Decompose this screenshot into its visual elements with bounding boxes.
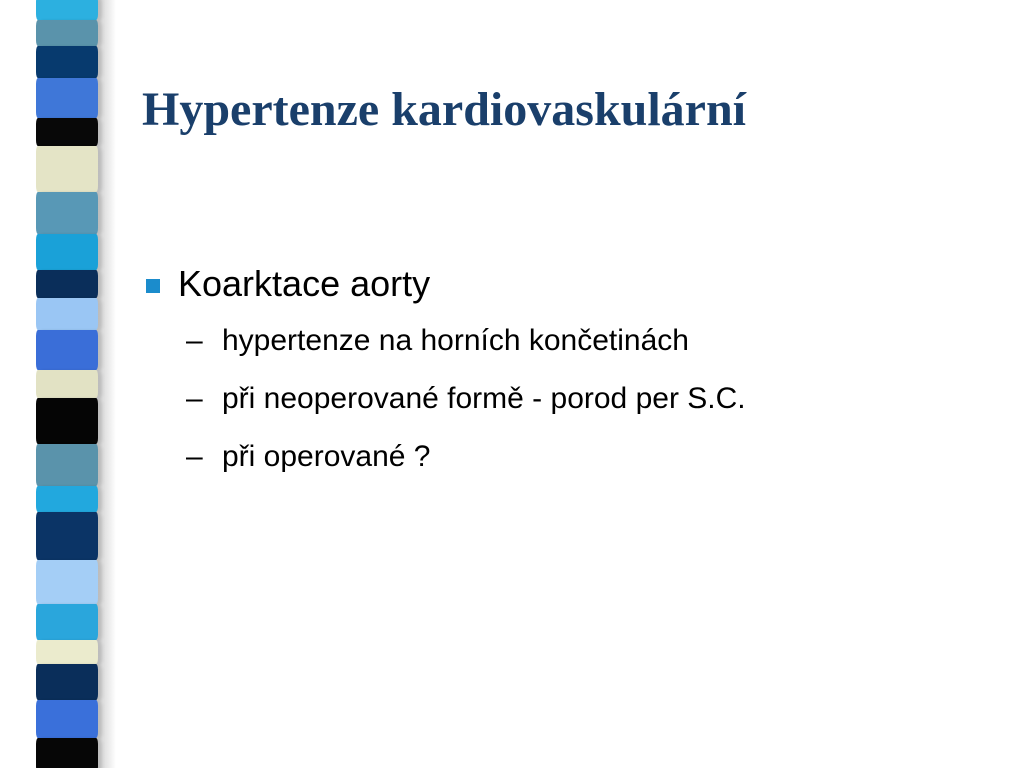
sub-bullet-item xyxy=(142,428,982,486)
stripe-band xyxy=(36,560,98,604)
stripe-band xyxy=(36,118,98,146)
stripe-band xyxy=(36,20,98,46)
stripe-band xyxy=(36,398,98,444)
stripe-band xyxy=(36,46,98,78)
decorative-stripe xyxy=(36,0,102,768)
stripe-band xyxy=(36,192,98,234)
stripe-band xyxy=(36,738,98,768)
stripe-band xyxy=(36,298,98,330)
square-bullet-icon xyxy=(146,279,160,293)
stripe-band xyxy=(36,640,98,664)
dash-marker: – xyxy=(186,382,203,415)
stripe-band xyxy=(36,0,98,20)
stripe-band xyxy=(36,270,98,298)
stripe-band xyxy=(36,234,98,270)
sub-bullet-item xyxy=(142,370,982,428)
stripe-band xyxy=(36,486,98,512)
sub-bullet-text: při operované ? xyxy=(222,440,431,473)
bullet-item xyxy=(142,256,982,312)
stripe-band xyxy=(36,370,98,398)
bullet-list xyxy=(142,256,982,486)
slide-title: Hypertenze kardiovaskulární xyxy=(142,83,747,136)
stripe-band xyxy=(36,604,98,640)
stripe-band xyxy=(36,146,98,192)
stripe-band xyxy=(36,444,98,486)
sub-bullet-text: při neoperované formě - porod per S.C. xyxy=(222,382,746,415)
stripe-band xyxy=(36,512,98,560)
sub-bullet-text: hypertenze na horních končetinách xyxy=(222,324,689,357)
dash-marker: – xyxy=(186,440,203,473)
stripe-band xyxy=(36,664,98,700)
stripe-band xyxy=(36,330,98,370)
dash-marker: – xyxy=(186,324,203,357)
bullet-text: Koarktace aorty xyxy=(178,263,431,304)
stripe-band xyxy=(36,700,98,738)
stripe-band xyxy=(36,78,98,118)
sub-bullet-item xyxy=(142,312,982,370)
